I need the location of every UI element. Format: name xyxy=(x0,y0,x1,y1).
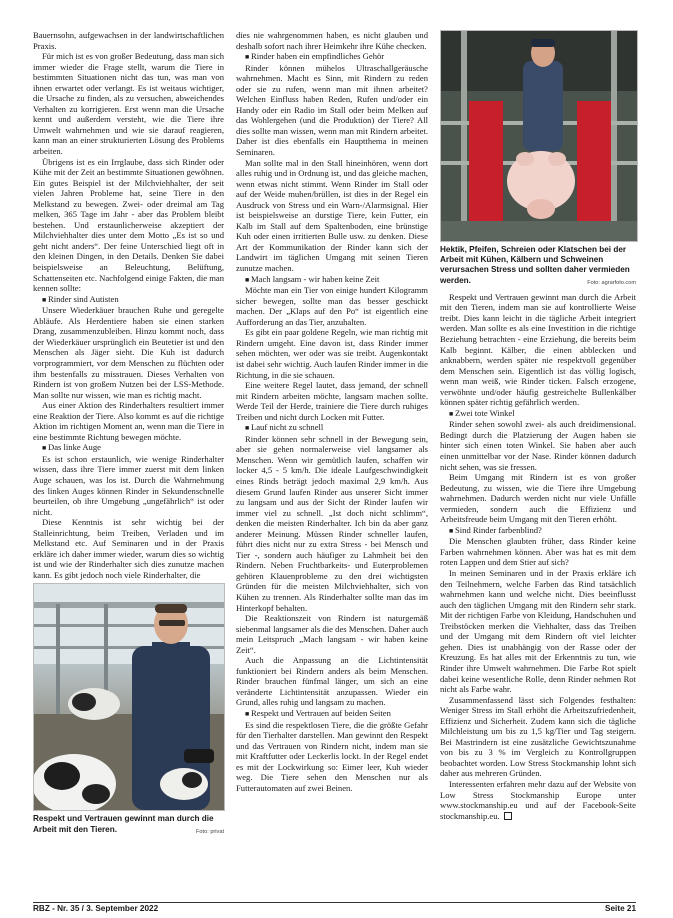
section-heading: ■ Zwei tote Winkel xyxy=(440,408,636,420)
paragraph: Rinder können mühelos Ultraschallgeräusche wahrnehmen. Macht es Sinn, mit Rindern zu reden oder sie zu rufen, wenn man mit ihnen arbeitet? Welchen Einfluss haben Reden, Rufen und/oder ein Handy oder ein Radio im Stall oder beim Melken auf das Wohlergehen (und die Produktion) der Tiere? All dies sollte man wissen, wenn man mit Rindern arbeitet. Daher ist dies ebenfalls ein Hauptthema in meinen Seminaren. xyxy=(236,62,428,158)
photo-credit: Foto: agrarfoto.com xyxy=(587,279,636,286)
pig-photo-illustration xyxy=(441,31,637,241)
section-heading: ■ Rinder sind Autisten xyxy=(33,294,224,306)
column-3 xyxy=(440,30,636,821)
paragraph: Zusammenfassend lässt sich Folgendes festhalten: Weniger Stress im Stall erhöht die Arbeitszufriedenheit, Effizienz und Sicherheit. Zudem kann sich die tägliche Milchleistung um bis zu 1,5 kg/Tier und Tag steigern. Bei Mastrindern ist eine zusätzliche Gewichtszunahme von bis zu 3 % im Vergleich zu Kontrollgruppen beobachtet worden. Low Stress Stockmanship lohnt sich daher aus mehreren Gründen. xyxy=(440,694,636,779)
paragraph xyxy=(440,779,636,821)
section-heading: ■ Mach langsam - wir haben keine Zeit xyxy=(236,274,428,286)
paragraph: Übrigens ist es ein Irrglaube, dass sich Rinder oder Kühe mit der Zeit an bestimmte Situationen gewöhnen. Ein gutes Beispiel ist der Milchviehhalter, der seit vielen Jahren Probleme hat, seine Tiere in den Melkstand zu bewegen. Zwei- oder dreimal am Tag melken, 365 Tage im Jahr - aber das Problem bleibt bestehen. Und erstaunlicherweise akzeptiert der Milchviehhalter dies unter dem Motto „Es ist so und geht nicht anders“. Der feine Unterschied liegt oft in den kleinen Dingen, in den Details. Denken Sie dabei beispielsweise an Beleuchtung, Belüftung, Schattenseiten etc. Nachfolgend einige Fakten, die man kennen sollte: xyxy=(33,156,224,294)
footer-issue-info: RBZ - Nr. 35 / 3. September 2022 xyxy=(33,904,159,913)
paragraph: Die Menschen glaubten früher, dass Rinder keine Farben wahrnehmen können. Aber was hat es mit dem roten Lappen und dem Stier auf sich? xyxy=(440,536,636,568)
paragraph: In meinen Seminaren und in der Praxis erkläre ich den Teilnehmern, welche Farben das Rind tatsächlich wahrnehmen kann und welche nicht. Dies beeinflusst auch den täglichen Umgang mit den Rindern sehr stark. Mit der richtigen Farbe von Kleidung, Handschuhen und Treibstöcken merken die Viehhalter, dass das Treiben und der Umgang mit dem Rindern oft viel leichter gehen. Dies ist unabhängig von der Rasse oder der Kreuzung. Es hat alles mit der Erkenntnis zu tun, wie Rinder ihre Umwelt wahrnehmen. Die Farbe Rot spielt dabei keine wesentliche Rolle, denn Rinder nehmen Rot nicht als Farbe wahr. xyxy=(440,568,636,695)
paragraph: Aus einer Aktion des Rinderhalters resultiert immer eine Reaktion der Tiere. Also kommt es auf die richtige Aktion im richtigen Moment an, wenn man die Tiere in eine bestimmte Richtung bewegen möchte. xyxy=(33,400,224,442)
section-heading: ■ Rinder haben ein empfindliches Gehör xyxy=(236,51,428,63)
caption-text: Hektik, Pfeifen, Schreien oder Klatschen bei der Arbeit mit Kühen, Kälbern und Schweinen verursachen Stress und sollten daher vermieden werden. xyxy=(440,245,630,285)
end-of-article-icon xyxy=(504,812,512,820)
paragraph: Beim Umgang mit Rindern ist es von großer Bedeutung, zu wissen, wie die Tiere ihre Umgebung wahrnehmen. Dadurch werden nicht nur viele Unfälle vermieden, sondern auch die Effizienz und Arbeitsfreude beim Umgang mit den Tieren erhöht. xyxy=(440,472,636,525)
paragraph: Respekt und Vertrauen gewinnt man durch die Arbeit mit den Tieren, indem man sie auf kontrollierte Weise treibt. Dies kann leicht in die tägliche Arbeit integriert werden. Man sollte es als eine Investition in die richtige Beziehung betrachten - eine Erziehung, die bereits beim Kalb beginnt. Kälber, die einen abblecken und anknabbern, werden später nie respektvoll gegenüber dem Menschen sein. Eigentlich ist das völlig logisch, wenn man weiß, wie Rinder ticken. Falsch erzogene, verwöhnte und/oder häufig gestreichelte Bullenkälber können später richtig gefährlich werden. xyxy=(440,291,636,408)
paragraph: Man sollte mal in den Stall hineinhören, wenn dort alles ruhig und in Ordnung ist, und das gleiche machen, wenn etwas nicht stimmt. Wenn Rinder im Stall oder auf der Weide muhen/brüllen, ist dies in der Regel ein Ausdruck von Stress und ein Warn-/Alarmsignal. Hier ist beispielsweise an durstige Tiere, kein Futter, ein Kalb im Stall auf dem Spaltenboden, eine brünstige Kuh oder einen irritierten Bulle usw. zu denken. Diese Art der Kommunikation der Rinder kann sich der Landwirt im täglichen Umgang mit seinen Tieren zunutze machen. xyxy=(236,157,428,274)
paragraph: Rinder sehen sowohl zwei- als auch dreidimensional. Bedingt durch die Platzierung der Augen haben sie hinter sich einen toten Winkel. Sie haben aber auch einen unmittelbar vor der Nase. Rinder können dadurch nicht sehen, was sie fressen. xyxy=(440,419,636,472)
footer-page-number: Seite 21 xyxy=(605,904,636,913)
paragraph: Auch die Anpassung an die Lichtintensität funktioniert bei Rindern anders als beim Menschen. Rinder brauchen fünfmal länger, um sich an eine veränderte Lichtintensität anzupassen. Wieder ein Grund, alles ruhig und langsam zu machen. xyxy=(236,655,428,708)
caption-text: Respekt und Vertrauen gewinnt man durch die Arbeit mit den Tieren. xyxy=(33,814,214,834)
section-heading: ■ Lauf nicht zu schnell xyxy=(236,422,428,434)
farmer-photo-illustration xyxy=(34,584,224,810)
section-heading: ■ Respekt und Vertrauen auf beiden Seiten xyxy=(236,708,428,720)
paragraph: Die Reaktionszeit von Rindern ist naturgemäß siebenmal langsamer als die des Menschen. Daher auch mein Leitspruch „Mach langsam - wir haben keine Zeit“. xyxy=(236,613,428,655)
closing-text: Interessenten erfahren mehr dazu auf der Website von Low Stress Stockmanship Europe unter www.stockmanship.eu und auf der Facebook-Seite stockmanship.eu. xyxy=(440,778,636,821)
paragraph: Es ist schon erstaunlich, wie wenige Rinderhalter wissen, dass ihre Tiere immer zuerst mit dem linken Auge schauen, was los ist. Durch die Wahrnehmung des linken Auges können Rinder in Sekundenschnelle beurteilen, ob ihre Umgebung „ungefährlich“ ist oder nicht. xyxy=(33,453,224,517)
paragraph: Es sind die respektlosen Tiere, die die größte Gefahr für den Tierhalter darstellen. Man gewinnt den Respekt und das Vertrauen von Rindern nicht, indem man sie mit Kraftfutter oder Leckerlis lockt. In der Regel endet es mit der Lockwirkung so: Eimer leer, Kuh wieder weg. Die Tiere sehen den Menschen nur als Futterautomaten auf zwei Beinen. xyxy=(236,719,428,793)
column-1 xyxy=(33,30,224,837)
paragraph: Rinder können sehr schnell in der Bewegung sein, aber sie gehen normalerweise viel langsamer als Menschen. Wenn wir gemütlich laufen, schaffen wir locker 4,5 - 5 km/h. Die ideale Laufgeschwindigkeit eines Rinds beträgt jedoch maximal 2,9 km/h. Aus diesem Grund laufen Rinder aus unserer Sicht immer zu langsam und aus der Sicht der Rinder laufen wir immer viel zu schnell. „Ist doch nicht schlimm“, denken die meisten Rinderhalter. Ich bin da aber ganz anderer Meinung. Müssen Rinder schneller laufen, führt dies nicht nur zu extra Stress - bei Mensch und Tier -, sondern auch häufiger zu Lahmheit bei den Rindern. Neben Fruchtbarkeits- und Euterproblemen gehören Klauenprobleme zu den drei wichtigsten Gründen für die meisten Milchviehhalter, sich von Kühen zu trennen. Als Rinderhalter sollte man das im Hinterkopf behalten. xyxy=(236,433,428,613)
photo-farmer-with-pig xyxy=(440,30,638,242)
footer-rule xyxy=(33,902,636,903)
photo-credit: Foto: privat xyxy=(196,828,224,835)
paragraph: Es gibt ein paar goldene Regeln, wie man richtig mit Rindern umgeht. Eine davon ist, dass Rinder immer sehen möchten, wer oder was sie treibt. Augenkontakt ist dabei sehr wichtig. Auch laufen Rinder immer in die Richtung, in die sie schauen. xyxy=(236,327,428,380)
paragraph: Diese Kenntnis ist sehr wichtig bei der Stalleinrichtung, beim Treiben, Verladen und im Melkstand etc. Auf Seminaren und in der Praxis erkläre ich daher immer wieder, warum dies so wichtig ist und wie der Rinderhalter sich dies zunutze machen kann. Es gibt jedoch noch viele Rinderhalter, die xyxy=(33,517,224,580)
paragraph: Unsere Wiederkäuer brauchen Ruhe und geregelte Abläufe. Als Herdentiere haben sie einen starken Drang, zusammenzubleiben. Hinzu kommt noch, dass der Wiederkäuer ursprünglich ein Beutetier ist und den Menschen als Jäger sieht. Die Kuh ist dadurch vorprogrammiert, vor dem Menschen zu flüchten oder ihm bestenfalls zu misstrauen. Dieses Verhalten von Rindern ist von großem Nutzen bei der LSS-Methode. Man sollte nur wissen, wie man es richtig macht. xyxy=(33,305,224,400)
column-2 xyxy=(236,30,428,793)
section-heading: ■ Sind Rinder farbenblind? xyxy=(440,525,636,537)
paragraph: Eine weitere Regel lautet, dass jemand, der schnell mit Rindern arbeiten möchte, langsam machen sollte. Werde Teil der Herde, trainiere die Tiere durch ruhiges Treiben und nicht durch Locken mit Futter. xyxy=(236,380,428,422)
photo-caption xyxy=(440,245,636,286)
paragraph: Für mich ist es von großer Bedeutung, dass man sich immer wieder die Frage stellt, warum die Tiere in bestimmten Situationen nicht das tun, was man von ihnen erwartet oder verlangt. Es ist weitaus wichtiger, die Ursache zu finden, als zu versuchen, abweichendes Verhalten zu korrigieren. Erst wenn man die Ursache kennt und außerdem versteht, wie die Tiere ihre Umwelt wahrnehmen und wie sie darauf reagieren, kann man an einer strukturierten Lösung des Problems arbeiten. xyxy=(33,51,224,157)
paragraph: Möchte man ein Tier von einige hundert Kilogramm sicher bewegen, sollte man das besser geschickt machen. Der „Klaps auf den Po“ ist eigentlich eine Aufforderung an das Tier, anzuhalten. xyxy=(236,285,428,327)
photo-caption xyxy=(33,814,224,834)
photo-farmer-with-cows xyxy=(33,583,225,811)
paragraph: dies nie wahrgenommen haben, es nicht glauben und deshalb sofort nach ihrer Heimkehr ihre Kühe checken. xyxy=(236,30,428,51)
section-heading: ■ Das linke Auge xyxy=(33,442,224,454)
paragraph: Bauernsohn, aufgewachsen in der landwirtschaftlichen Praxis. xyxy=(33,30,224,51)
